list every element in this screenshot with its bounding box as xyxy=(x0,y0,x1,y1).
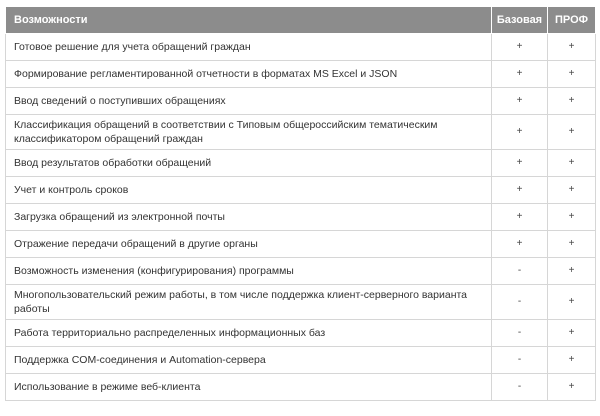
table-row xyxy=(6,285,596,320)
prof-cell: + xyxy=(548,347,596,374)
prof-cell: + xyxy=(548,204,596,231)
prof-cell: + xyxy=(548,34,596,61)
feature-cell: Ввод результатов обработки обращений xyxy=(6,150,492,177)
prof-cell: + xyxy=(548,177,596,204)
prof-cell: + xyxy=(548,258,596,285)
feature-cell: Использование в режиме веб-клиента xyxy=(6,374,492,401)
base-cell: + xyxy=(492,61,548,88)
base-cell: + xyxy=(492,150,548,177)
table-row xyxy=(6,88,596,115)
table-row xyxy=(6,115,596,150)
feature-cell: Поддержка COM-соединения и Automation-сервера xyxy=(6,347,492,374)
header-prof: ПРОФ xyxy=(548,7,596,34)
base-cell: - xyxy=(492,258,548,285)
feature-cell: Ввод сведений о поступивших обращениях xyxy=(6,88,492,115)
feature-cell: Готовое решение для учета обращений граждан xyxy=(6,34,492,61)
base-cell: - xyxy=(492,320,548,347)
prof-cell: + xyxy=(548,320,596,347)
prof-cell: + xyxy=(548,374,596,401)
base-cell: + xyxy=(492,204,548,231)
table-row xyxy=(6,231,596,258)
table-row xyxy=(6,34,596,61)
table-row xyxy=(6,177,596,204)
header-base: Базовая xyxy=(492,7,548,34)
feature-cell: Загрузка обращений из электронной почты xyxy=(6,204,492,231)
table-row xyxy=(6,258,596,285)
table-row xyxy=(6,150,596,177)
prof-cell: + xyxy=(548,150,596,177)
base-cell: - xyxy=(492,374,548,401)
prof-cell: + xyxy=(548,115,596,150)
feature-cell: Формирование регламентированной отчетности в форматах MS Excel и JSON xyxy=(6,61,492,88)
prof-cell: + xyxy=(548,285,596,320)
features-comparison xyxy=(5,6,595,401)
base-cell: + xyxy=(492,115,548,150)
table-row xyxy=(6,61,596,88)
feature-cell: Отражение передачи обращений в другие органы xyxy=(6,231,492,258)
base-cell: + xyxy=(492,231,548,258)
table-row xyxy=(6,347,596,374)
base-cell: - xyxy=(492,285,548,320)
table-row xyxy=(6,204,596,231)
table-row xyxy=(6,320,596,347)
feature-cell: Возможность изменения (конфигурирования) программы xyxy=(6,258,492,285)
features-table xyxy=(5,6,596,401)
prof-cell: + xyxy=(548,61,596,88)
base-cell: + xyxy=(492,34,548,61)
table-header-row xyxy=(6,7,596,34)
base-cell: + xyxy=(492,88,548,115)
base-cell: + xyxy=(492,177,548,204)
feature-cell: Учет и контроль сроков xyxy=(6,177,492,204)
feature-cell: Классификация обращений в соответствии с Типовым общероссийским тематическим классификатором обращений граждан xyxy=(6,115,492,150)
feature-cell: Работа территориально распределенных информационных баз xyxy=(6,320,492,347)
feature-cell: Многопользовательский режим работы, в том числе поддержка клиент-серверного варианта работы xyxy=(6,285,492,320)
header-feature: Возможности xyxy=(6,7,492,34)
table-row xyxy=(6,374,596,401)
base-cell: - xyxy=(492,347,548,374)
prof-cell: + xyxy=(548,231,596,258)
prof-cell: + xyxy=(548,88,596,115)
